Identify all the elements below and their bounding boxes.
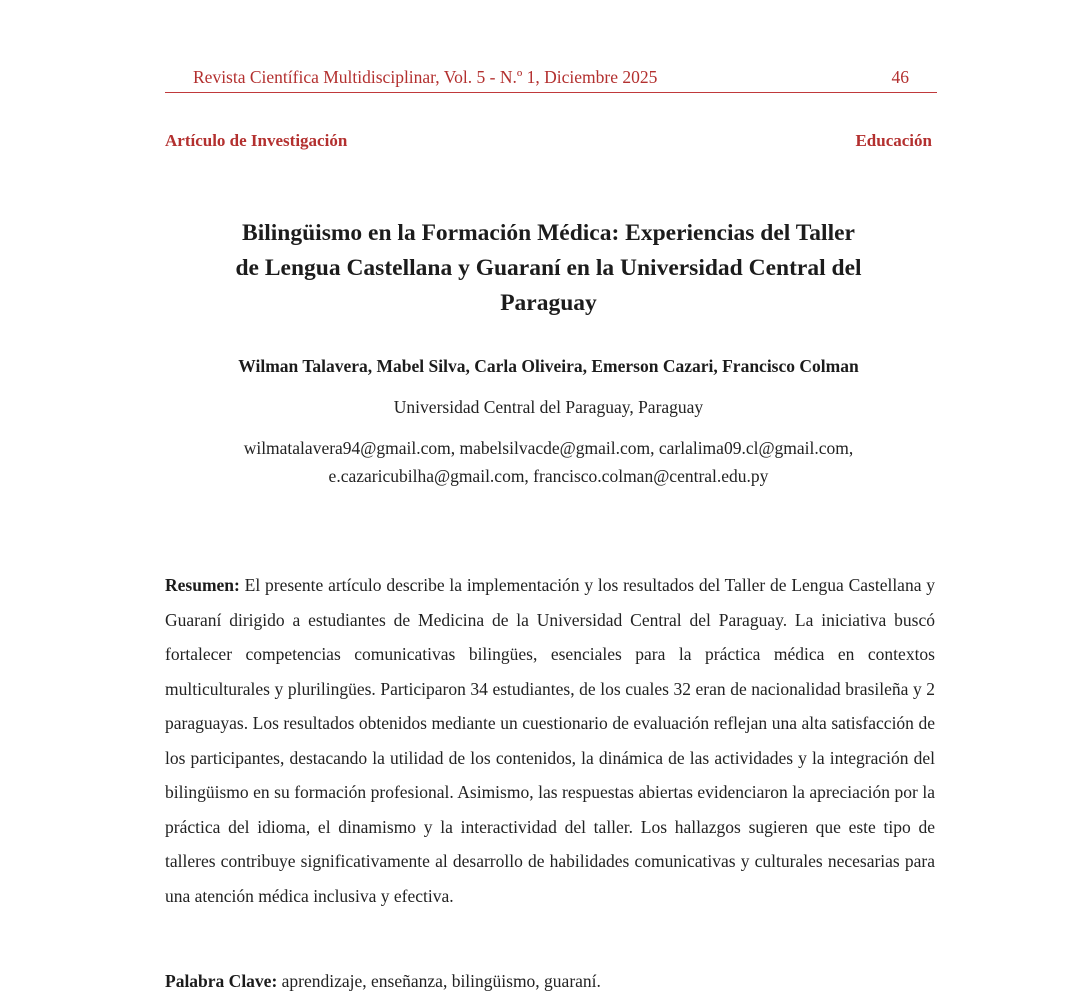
article-type-label: Artículo de Investigación — [165, 131, 348, 150]
author-list: Wilman Talavera, Mabel Silva, Carla Oliveira, Emerson Cazari, Francisco Colman — [238, 356, 859, 376]
abstract-label: Resumen: — [165, 575, 240, 595]
email-line: wilmatalavera94@gmail.com, mabelsilvacde@gmail.com, carlalima09.cl@gmail.com, — [243, 438, 854, 458]
article-title — [165, 216, 932, 321]
running-header — [165, 66, 937, 93]
keywords-text: aprendizaje, enseñanza, bilingüismo, guaraní. — [281, 971, 601, 991]
keywords — [165, 971, 935, 992]
journal-title: Revista Científica Multidisciplinar, Vol. 5 - N.º 1, Diciembre 2025 — [193, 67, 658, 87]
abstract-text: El presente artículo describe la implementación y los resultados del Taller de Lengua Castellana y Guaraní dirigido a estudiantes de Medicina de la Universidad Central del Paraguay. La iniciativa buscó fortalecer competencias comunicativas bilingües, esenciales para la práctica médica en contextos multiculturales y plurilingües. Participaron 34 estudiantes, de los cuales 32 eran de nacionalidad brasileña y 2 paraguayas. Los resultados obtenidos mediante un cuestionario de evaluación reflejan una alta satisfacción de los participantes, destacando la utilidad de los contenidos, la dinámica de las actividades y la integración del bilingüismo en su formación profesional. Asimismo, las respuestas abiertas evidenciaron la apreciación por la práctica del idioma, el dinamismo y la interactividad del taller. Los hallazgos sugieren que este tipo de talleres contribuye significativamente al desarrollo de habilidades comunicativas y culturales necesarias para una atención médica inclusiva y efectiva. — [165, 575, 936, 906]
article-area-label: Educación — [855, 131, 932, 150]
page-number: 46 — [891, 67, 909, 87]
affiliation: Universidad Central del Paraguay, Paraguay — [393, 397, 704, 417]
email-line: e.cazaricubilha@gmail.com, francisco.colman@central.edu.py — [328, 466, 769, 486]
author-emails — [165, 434, 932, 490]
title-line: Bilingüismo en la Formación Médica: Experiencias del Taller — [242, 220, 855, 246]
keywords-label: Palabra Clave: — [165, 971, 278, 991]
title-line: Paraguay — [500, 290, 597, 316]
title-line: de Lengua Castellana y Guaraní en la Universidad Central del — [235, 255, 862, 281]
abstract — [165, 568, 935, 913]
